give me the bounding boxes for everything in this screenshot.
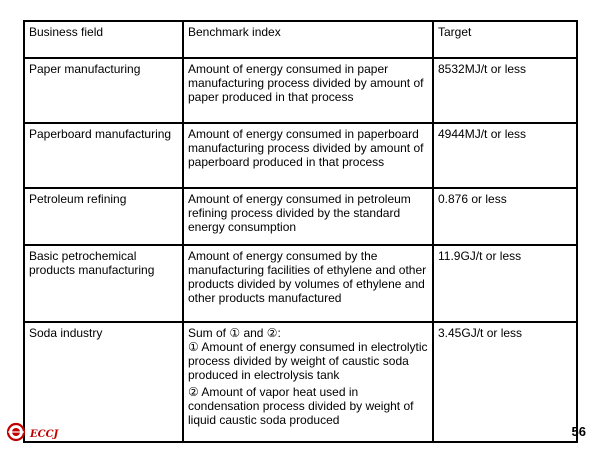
eccj-logo-icon xyxy=(6,422,26,447)
eccj-logo xyxy=(6,422,58,447)
benchmark-index-cell: Amount of energy consumed in paperboard manufacturing process divided by amount of paperboard produced in that process xyxy=(183,123,433,188)
target-cell: 0.876 or less xyxy=(433,188,577,245)
business-field-cell: Paperboard manufacturing xyxy=(24,123,183,188)
benchmark-index-cell xyxy=(183,322,433,442)
table-row xyxy=(24,188,577,245)
table-row xyxy=(24,123,577,188)
benchmark-index-cell: Amount of energy consumed by the manufacturing facilities of ethylene and other products divided by volumes of ethylene and other products manufactured xyxy=(183,245,433,322)
benchmark-index-cell: Amount of energy consumed in petroleum refining process divided by the standard energy consumption xyxy=(183,188,433,245)
business-field-cell: Petroleum refining xyxy=(24,188,183,245)
table-row xyxy=(24,245,577,322)
table-row xyxy=(24,58,577,123)
business-field-cell: Paper manufacturing xyxy=(24,58,183,123)
business-field-cell: Soda industry xyxy=(24,322,183,442)
header-business-field: Business field xyxy=(24,21,183,58)
business-field-cell: Basic petrochemical products manufacturing xyxy=(24,245,183,322)
benchmark-index-cell: Amount of energy consumed in paper manufacturing process divided by amount of paper produced in that process xyxy=(183,58,433,123)
eccj-logo-text: ECCJ xyxy=(30,429,59,440)
page-number: 56 xyxy=(571,424,586,439)
benchmark-table xyxy=(23,20,578,443)
soda-index-line-sum: Sum of ① and ②: xyxy=(188,326,281,340)
target-cell: 11.9GJ/t or less xyxy=(433,245,577,322)
table-row xyxy=(24,322,577,442)
target-cell: 8532MJ/t or less xyxy=(433,58,577,123)
target-cell: 3.45GJ/t or less xyxy=(433,322,577,442)
target-cell: 4944MJ/t or less xyxy=(433,123,577,188)
soda-index-line-2: ② Amount of vapor heat used in condensation process divided by weight of liquid caustic soda produced xyxy=(188,385,414,427)
table-header-row xyxy=(24,21,577,58)
header-target: Target xyxy=(433,21,577,58)
soda-index-line-1: ① Amount of energy consumed in electrolytic process divided by weight of caustic soda produced in electrolysis tank xyxy=(188,340,428,382)
header-benchmark-index: Benchmark index xyxy=(183,21,433,58)
